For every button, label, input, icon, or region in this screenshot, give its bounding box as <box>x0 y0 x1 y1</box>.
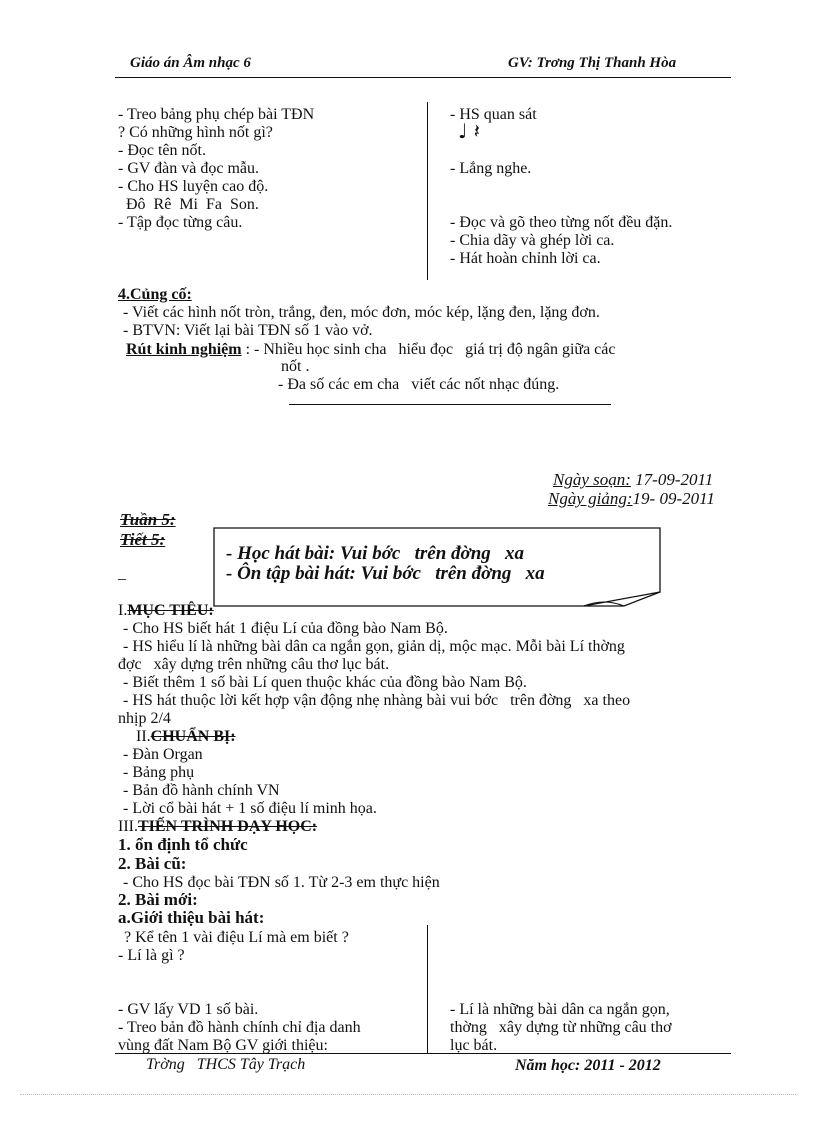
table1-left-4: - GV đàn và đọc mẫu. <box>118 160 259 177</box>
prep-line-3: - Bản đồ hành chính VN <box>123 782 280 799</box>
step-3: 2. Bài mới: <box>118 890 198 909</box>
teach-date <box>548 489 715 509</box>
objective-line-4: - Biết thêm 1 số bài Lí quen thuộc khác của đồng bào Nam Bộ. <box>123 674 527 691</box>
table1-right-3: - Đọc và gõ theo từng nốt đều đặn. <box>450 214 673 231</box>
prep-heading-row <box>136 728 236 746</box>
prep-line-2: - Bảng phụ <box>123 764 195 781</box>
table1-left-3: - Đọc tên nốt. <box>118 142 206 159</box>
header-right: GV: Trơng Thị Thanh Hòa <box>508 55 677 71</box>
table1-divider <box>427 102 428 280</box>
prep-line-1: - Đàn Organ <box>123 746 203 763</box>
experience-line-3: - Đa số các em cha viết các nốt nhạc đúng. <box>278 376 560 393</box>
week-label: Tuần 5: <box>120 510 176 529</box>
step-1: 1. ổn định tổ chức <box>118 835 248 854</box>
period-label: Tiết 5: <box>120 530 166 549</box>
prep-date <box>553 470 713 490</box>
step-2: 2. Bài cũ: <box>118 854 187 873</box>
table1-left-6: Đô Rê Mi Fa Son. <box>118 196 259 213</box>
table1-right-4: - Chia dãy và ghép lời ca. <box>450 232 615 249</box>
experience-text-1: : - Nhiều học sinh cha hiểu đọc giá trị độ ngân giữa các <box>241 341 616 358</box>
table2-left-2: - Lí là gì ? <box>118 947 185 964</box>
table1-left-2: ? Có những hình nốt gì? <box>118 124 273 141</box>
header-rule <box>115 77 731 78</box>
objective-line-5: - HS hát thuộc lời kết hợp vận động nhẹ nhàng bài vui bớc trên đờng xa theo <box>123 692 631 709</box>
table2-left-4: - Treo bản đồ hành chính chỉ địa danh <box>118 1019 361 1036</box>
table2-left-3: - GV lấy VD 1 số bài. <box>118 1001 259 1018</box>
objectives-prefix: I. <box>118 602 128 619</box>
step-2-line: - Cho HS đọc bài TĐN số 1. Từ 2-3 em thực hiện <box>123 874 440 891</box>
footer-left: Trờng THCS Tây Trạch <box>146 1056 306 1073</box>
page-edge-dotted-line <box>20 1094 796 1095</box>
dash-mark: _ <box>118 565 126 582</box>
table2-left-1: ? Kể tên 1 vài điệu Lí mà em biết ? <box>124 929 349 946</box>
lesson-title-line-2: - Ôn tập bài hát: Vui bớc trên đờng xa <box>226 563 545 584</box>
lesson-title-line-1: - Học hát bài: Vui bớc trên đờng xa <box>226 543 525 564</box>
prep-date-value: 17-09-2011 <box>630 470 714 489</box>
table1-right-2: - Lắng nghe. <box>450 160 532 177</box>
teach-date-value: 19- 09-2011 <box>632 489 715 508</box>
objective-line-3: đợc xây dựng trên những câu thơ lục bát. <box>118 656 390 673</box>
table2-right-2: thờng xây dựng từ những câu thơ <box>450 1019 672 1036</box>
objectives-heading: MỤC TIÊU: <box>127 602 214 619</box>
header-left: Giáo án Âm nhạc 6 <box>130 55 251 71</box>
objective-line-1: - Cho HS biết hát 1 điệu Lí của đồng bào Nam Bộ. <box>123 620 448 637</box>
table1-left-5: - Cho HS luyện cao độ. <box>118 178 269 195</box>
experience-label: Rút kinh nghiệm <box>126 341 242 358</box>
footer-right: Năm học: 2011 - 2012 <box>515 1057 661 1074</box>
prep-heading: CHUẨN BỊ: <box>150 728 236 745</box>
consolidation-line-2: - BTVN: Viết lại bài TĐN số 1 vào vở. <box>123 322 373 339</box>
prep-date-label: Ngày soạn: <box>553 470 631 489</box>
experience-line-2: nốt . <box>281 358 310 375</box>
table1-right-1: - HS quan sát <box>450 106 537 123</box>
table2-divider <box>427 925 428 1053</box>
teach-date-label: Ngày giảng: <box>548 489 633 508</box>
objectives-heading-row <box>118 602 214 620</box>
table1-left-7: - Tập đọc từng câu. <box>118 214 243 231</box>
table2-right-1: - Lí là những bài dân ca ngắn gọn, <box>450 1001 670 1018</box>
process-heading-row <box>118 818 317 836</box>
consolidation-heading: 4.Củng cố: <box>118 286 192 303</box>
process-prefix: III. <box>118 818 138 835</box>
prep-line-4: - Lời cổ bài hát + 1 số điệu lí minh họa. <box>123 800 377 817</box>
note-symbols-icon: ♩ 𝄽 <box>458 119 480 143</box>
process-heading: TIẾN TRÌNH DẠY HỌC: <box>137 818 318 835</box>
separator-line <box>289 404 611 405</box>
step-3a: a.Giới thiệu bài hát: <box>118 908 265 927</box>
prep-prefix: II. <box>136 728 151 745</box>
table2-right-3: lục bát. <box>450 1037 498 1054</box>
consolidation-line-1: - Viết các hình nốt tròn, trắng, đen, móc đơn, móc kép, lặng đen, lặng đơn. <box>123 304 600 321</box>
table1-right-5: - Hát hoàn chỉnh lời ca. <box>450 250 601 267</box>
footer-rule <box>115 1053 731 1054</box>
objective-line-2: - HS hiểu lí là những bài dân ca ngắn gọn, giản dị, mộc mạc. Mỗi bài Lí thờng <box>123 638 625 655</box>
experience-line-1 <box>126 341 615 359</box>
table2-left-5: vùng đất Nam Bộ GV giới thiệu: <box>118 1037 328 1054</box>
objective-line-6: nhịp 2/4 <box>118 710 171 727</box>
table1-left-1: - Treo bảng phụ chép bài TĐN <box>118 106 315 123</box>
